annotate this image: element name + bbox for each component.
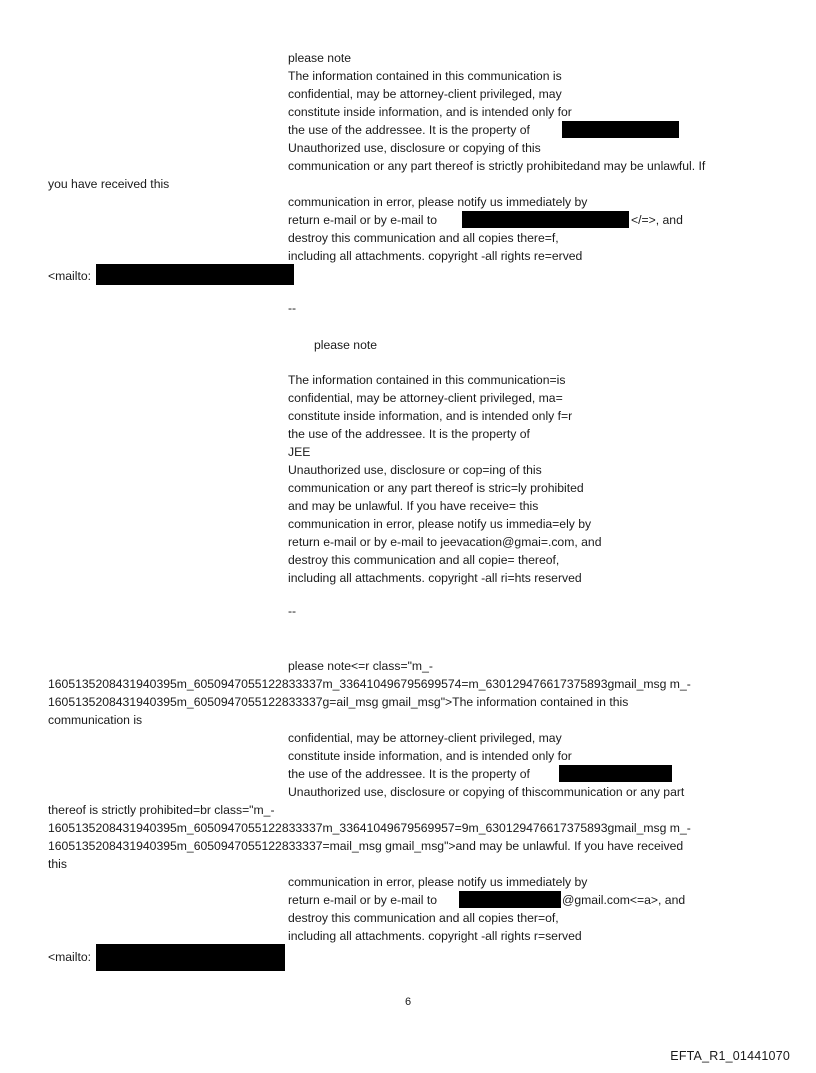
b3-line: 1605135208431940395m_6050947055122833337m_33641049679569957=9m_630129476617375893gmail_msg m_- — [48, 821, 691, 835]
page-number: 6 — [404, 996, 412, 1008]
b1-line: confidential, may be attorney-client privileged, may — [288, 87, 562, 101]
b1-line: Unauthorized use, disclosure or copying of this — [288, 141, 541, 155]
redaction-box — [559, 765, 672, 782]
separator: -- — [288, 301, 297, 315]
b3-line: @gmail.com<=a>, and — [562, 893, 686, 907]
b3-line: 1605135208431940395m_6050947055122833337=mail_msg gmail_msg">and may be unlawful. If you have received — [48, 839, 684, 853]
b1-line: </=>, and — [631, 213, 683, 227]
b2-line: The information contained in this communication=is — [288, 373, 566, 387]
b2-line: confidential, may be attorney-client privileged, ma= — [288, 391, 563, 405]
b2-line: please note — [314, 338, 378, 352]
b1-line: including all attachments. copyright -all rights re=erved — [288, 249, 583, 263]
b3-line: <mailto: — [48, 950, 92, 964]
b2-line: the use of the addressee. It is the property of — [288, 427, 530, 441]
b1-line: <mailto: — [48, 269, 92, 283]
redaction-box — [462, 211, 629, 228]
separator: -- — [288, 604, 297, 618]
b3-line: communication in error, please notify us immediately by — [288, 875, 588, 889]
b2-line: Unauthorized use, disclosure or cop=ing of this — [288, 463, 542, 477]
b1-line: you have received this — [48, 177, 170, 191]
b3-line: communication is — [48, 713, 143, 727]
b2-line: JEE — [288, 445, 311, 459]
b3-line: 1605135208431940395m_6050947055122833337m_336410496795699574=m_630129476617375893gmail_msg m_- — [48, 677, 691, 691]
b1-line: return e-mail or by e-mail to — [288, 213, 438, 227]
redaction-box — [96, 264, 294, 285]
b3-line: return e-mail or by e-mail to — [288, 893, 438, 907]
b3-line: Unauthorized use, disclosure or copying of thiscommunication or any part — [288, 785, 685, 799]
b1-line: the use of the addressee. It is the property of — [288, 123, 530, 137]
b2-line: communication or any part thereof is stric=ly prohibited — [288, 481, 584, 495]
redaction-box — [96, 944, 285, 971]
b3-line: 1605135208431940395m_6050947055122833337g=ail_msg gmail_msg">The information contained in this — [48, 695, 629, 709]
b1-line: communication or any part thereof is strictly prohibitedand may be unlawful. If — [288, 159, 706, 173]
redaction-box — [459, 891, 561, 908]
b3-line: destroy this communication and all copies ther=of, — [288, 911, 559, 925]
b2-line: return e-mail or by e-mail to jeevacation@gmai=.com, and — [288, 535, 602, 549]
b3-line: please note<=r class="m_- — [288, 659, 433, 673]
b1-line: communication in error, please notify us immediately by — [288, 195, 588, 209]
b1-line: destroy this communication and all copies there=f, — [288, 231, 559, 245]
b2-line: communication in error, please notify us immedia=ely by — [288, 517, 592, 531]
b2-line: including all attachments. copyright -all ri=hts reserved — [288, 571, 582, 585]
b3-line: thereof is strictly prohibited=br class="m_- — [48, 803, 275, 817]
b2-line: constitute inside information, and is intended only f=r — [288, 409, 573, 423]
bates-number: EFTA_R1_01441070 — [670, 1049, 790, 1063]
b3-line: the use of the addressee. It is the property of — [288, 767, 530, 781]
b3-line: this — [48, 857, 67, 871]
b1-line: The information contained in this communication is — [288, 69, 562, 83]
b3-line: confidential, may be attorney-client privileged, may — [288, 731, 562, 745]
b3-line: constitute inside information, and is intended only for — [288, 749, 572, 763]
redaction-box — [562, 121, 679, 138]
b2-line: and may be unlawful. If you have receive= this — [288, 499, 539, 513]
b3-line: including all attachments. copyright -all rights r=served — [288, 929, 582, 943]
b1-line: constitute inside information, and is intended only for — [288, 105, 572, 119]
b2-line: destroy this communication and all copie= thereof, — [288, 553, 560, 567]
b1-line: please note — [288, 51, 352, 65]
